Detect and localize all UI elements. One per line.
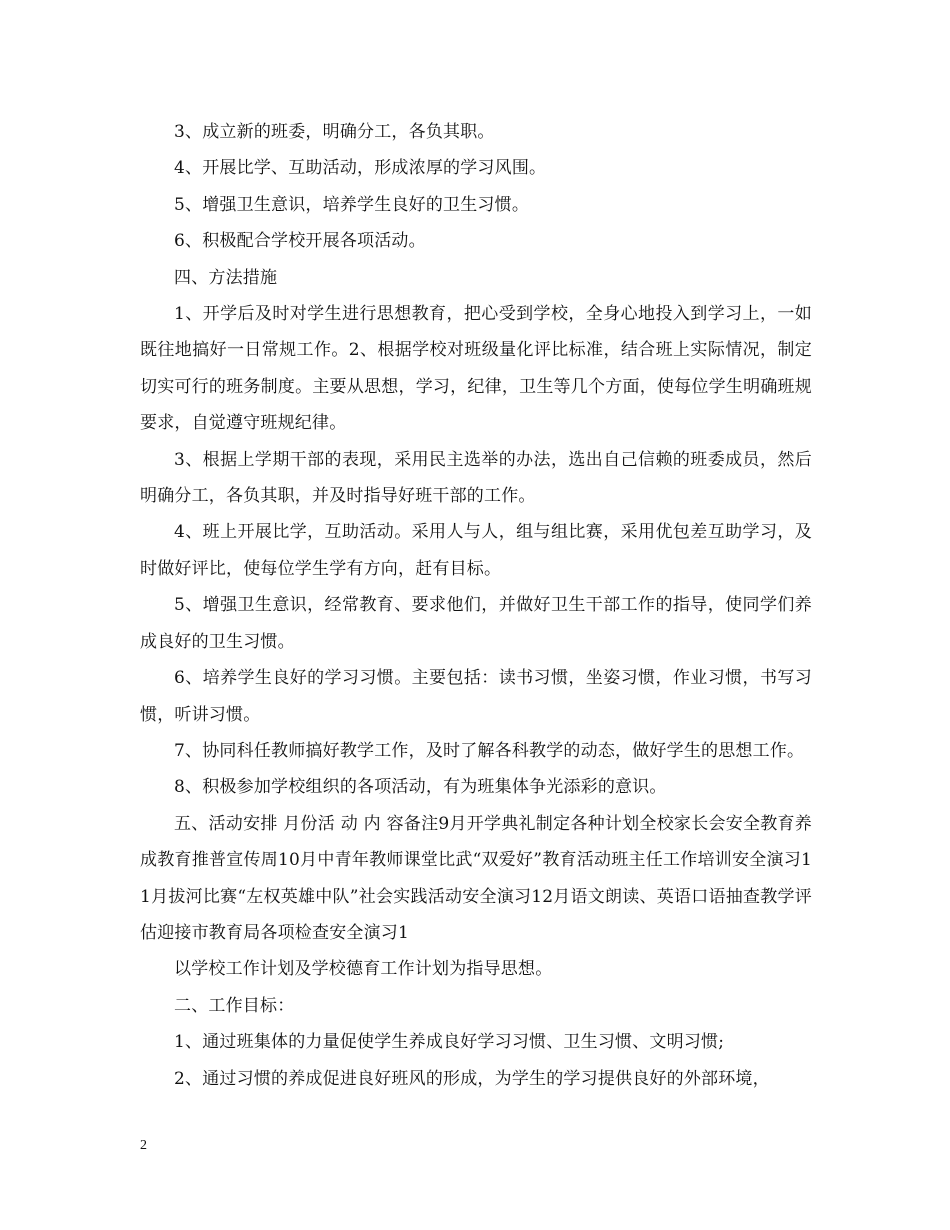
section-heading-goals: 二、工作目标： [174, 995, 295, 1016]
paragraph-17: 2、通过习惯的养成促进良好班风的形成，为学生的学习提供良好的外部环境， [174, 1068, 770, 1089]
paragraph-10: 6、培养学生良好的学习习惯。主要包括：读书习惯，坐姿习惯，作业习惯，书写习惯，听讲习惯。 [140, 668, 812, 725]
document-body [140, 114, 812, 1097]
paragraph-7: 3、根据上学期干部的表现，采用民主选举的办法，选出自己信赖的班委成员，然后明确分工，各负其职，并及时指导好班干部的工作。 [140, 449, 812, 507]
paragraph-4: 6、积极配合学校开展各项活动。 [174, 231, 426, 252]
paragraph-3: 5、增强卫生意识，培养学生良好的卫生习惯。 [174, 194, 530, 215]
paragraph-2: 4、开展比学、互助活动，形成浓厚的学习风围。 [174, 158, 547, 179]
paragraph-1: 3、成立新的班委，明确分工，各负其职。 [174, 122, 495, 142]
section-heading-methods: 四、方法措施 [174, 267, 278, 288]
paragraph-11: 7、协同科任教师搞好教学工作，及时了解各科教学的动态，做好学生的思想工作。 [174, 740, 805, 761]
paragraph-16: 1、通过班集体的力量促使学生养成良好学习习惯、卫生习惯、文明习惯; [174, 1032, 725, 1053]
paragraph-activity-schedule: 五、活动安排 月份活 动 内 容备注9月开学典礼制定各种计划全校家长会安全教育养成教育推普宣传周10月中青年教师课堂比武“双爱好”教育活动班主任工作培训安全演习11月拔河比赛“左权英雄中队”社会实践活动安全演习12月语文朗读、英语口语抽查教学评估迎接市教育局各项检查安全演习1 [140, 813, 812, 943]
paragraph-9: 5、增强卫生意识，经常教育、要求他们，并做好卫生干部工作的指导，使同学们养成良好的卫生习惯。 [140, 595, 812, 652]
paragraph-12: 8、积极参加学校组织的各项活动，有为班集体争光添彩的意识。 [174, 777, 667, 798]
page-number: 2 [140, 1138, 147, 1153]
paragraph-8: 4、班上开展比学，互助活动。采用人与人，组与组比赛，采用优包差互助学习，及时做好评比，使每位学生学有方向，赶有目标。 [140, 522, 812, 579]
paragraph-14: 以学校工作计划及学校德育工作计划为指导思想。 [174, 959, 553, 980]
paragraph-6: 1、开学后及时对学生进行思想教育，把心受到学校，全身心地投入到学习上，一如既往地搞好一日常规工作。2、根据学校对班级量化评比标准，结合班上实际情况，制定切实可行的班务制度。主要从思想，学习，纪律，卫生等几个方面，使每位学生明确班规要求，自觉遵守班规纪律。 [140, 304, 812, 434]
